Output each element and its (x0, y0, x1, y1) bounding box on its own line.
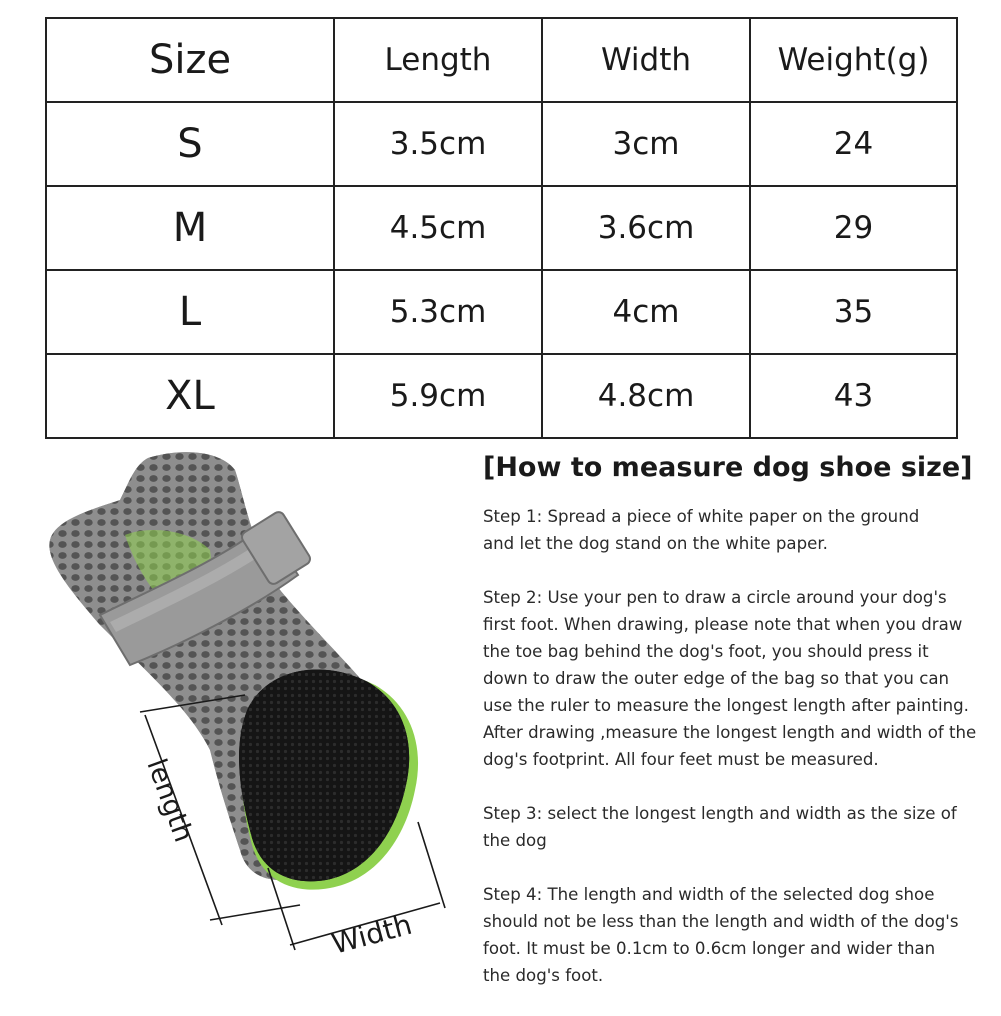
width-label: Width (328, 907, 416, 961)
shoe-sole (239, 669, 418, 889)
header-length: Length (334, 18, 542, 102)
step-line: Step 4: The length and width of the selected dog shoe (483, 885, 935, 904)
cell-weight: 43 (750, 354, 957, 438)
measurement-guide (483, 452, 988, 1016)
step-1 (483, 503, 988, 557)
cell-size: S (46, 102, 334, 186)
step-line: use the ruler to measure the longest length after painting. (483, 696, 969, 715)
table-row (46, 270, 957, 354)
step-line: Step 1: Spread a piece of white paper on the ground (483, 507, 920, 526)
step-line: Step 2: Use your pen to draw a circle around your dog's (483, 588, 947, 607)
step-2 (483, 584, 988, 773)
header-size: Size (46, 18, 334, 102)
guide-title: [How to measure dog shoe size] (483, 452, 973, 483)
cell-length: 4.5cm (334, 186, 542, 270)
step-line: foot. It must be 0.1cm to 0.6cm longer and wider than (483, 939, 936, 958)
step-line: and let the dog stand on the white paper. (483, 534, 828, 553)
header-weight: Weight(g) (750, 18, 957, 102)
cell-length: 5.3cm (334, 270, 542, 354)
cell-width: 4cm (542, 270, 750, 354)
cell-length: 3.5cm (334, 102, 542, 186)
step-line: dog's footprint. All four feet must be measured. (483, 750, 879, 769)
step-line: down to draw the outer edge of the bag so that you can (483, 669, 950, 688)
step-line: the dog's foot. (483, 966, 604, 985)
step-3 (483, 800, 988, 854)
step-line: first foot. When drawing, please note that when you draw (483, 615, 963, 634)
step-line: the dog (483, 831, 547, 850)
cell-width: 3cm (542, 102, 750, 186)
cell-weight: 35 (750, 270, 957, 354)
table-header-row (46, 18, 957, 102)
step-line: the toe bag behind the dog's foot, you should press it (483, 642, 929, 661)
table-row (46, 186, 957, 270)
size-chart-table (45, 17, 958, 439)
cell-width: 3.6cm (542, 186, 750, 270)
cell-length: 5.9cm (334, 354, 542, 438)
step-4 (483, 881, 988, 989)
step-line: should not be less than the length and width of the dog's (483, 912, 959, 931)
cell-size: M (46, 186, 334, 270)
cell-width: 4.8cm (542, 354, 750, 438)
table-row (46, 102, 957, 186)
cell-size: L (46, 270, 334, 354)
cell-weight: 24 (750, 102, 957, 186)
step-line: Step 3: select the longest length and width as the size of (483, 804, 957, 823)
header-width: Width (542, 18, 750, 102)
cell-size: XL (46, 354, 334, 438)
length-label: length (140, 754, 199, 847)
cell-weight: 29 (750, 186, 957, 270)
table-row (46, 354, 957, 438)
step-line: After drawing ,measure the longest length and width of the (483, 723, 977, 742)
dog-shoe-illustration (30, 440, 460, 985)
